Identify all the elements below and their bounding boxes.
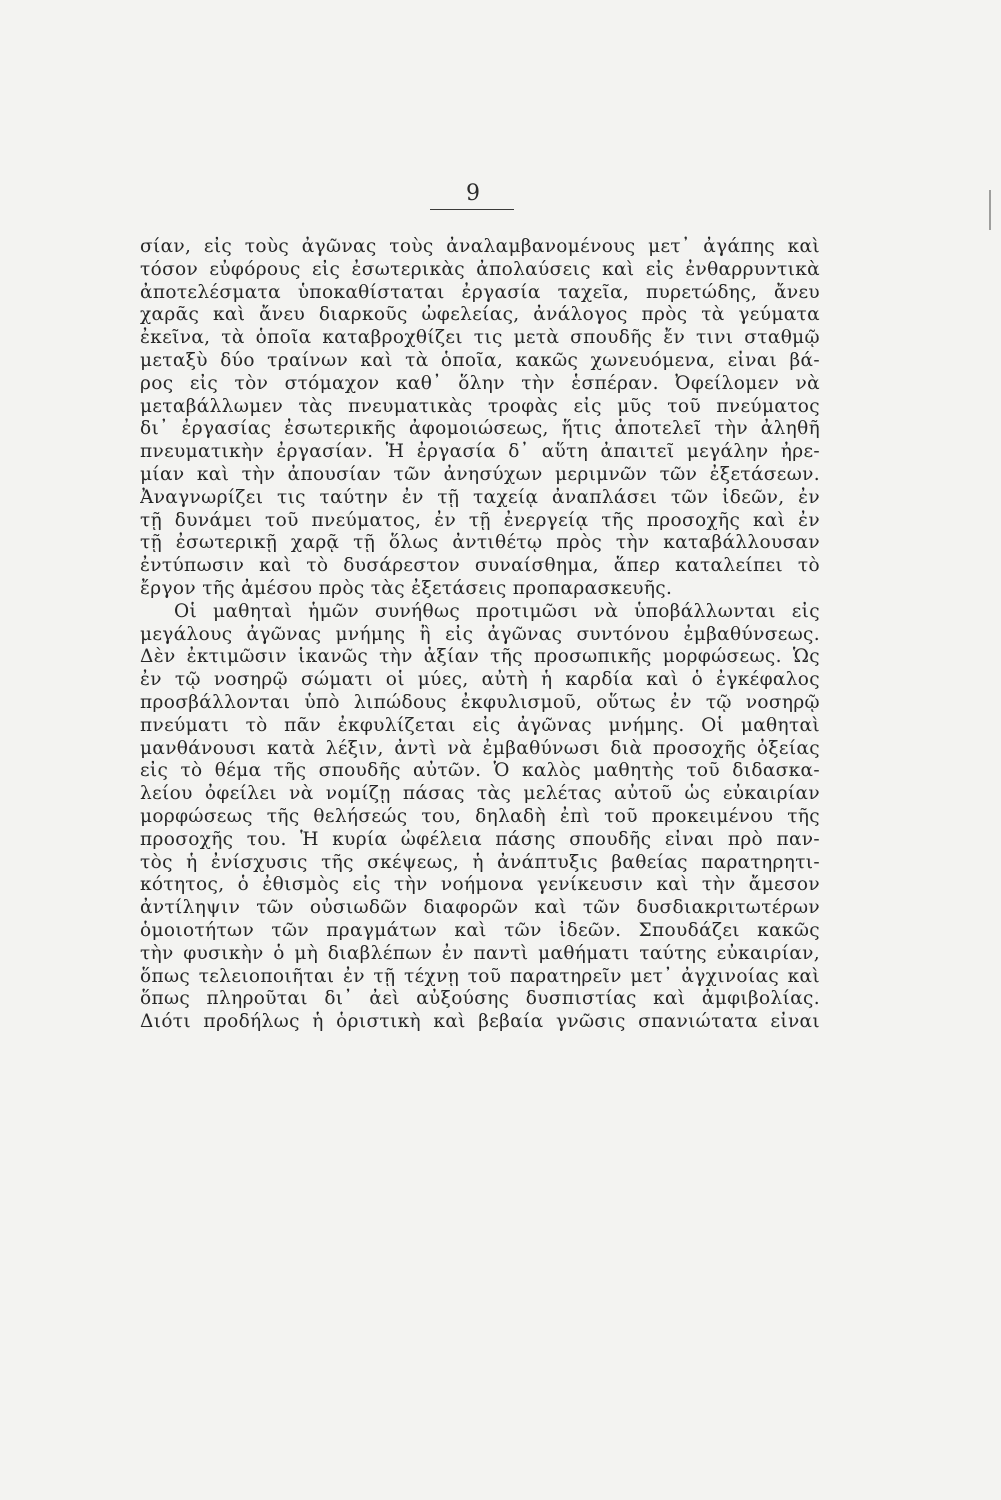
text-line: Οἱ μαθηταὶ ἡμῶν συνήθως προτιμῶσι νὰ ὑποβάλλωνται εἰς	[174, 600, 820, 622]
text-line: πνεύματι τὸ πᾶν ἐκφυλίζεται εἰς ἀγῶνας μνήμης. Οἱ μαθηταὶ	[140, 714, 820, 736]
text-line: τὴν φυσικὴν ὁ μὴ διαβλέπων ἐν παντὶ μαθήματι ταύτης εὐκαιρίαν,	[140, 942, 820, 964]
text-line: μορφώσεως τῆς θελήσεώς του, δηλαδὴ ἐπὶ τοῦ προκειμένου τῆς	[140, 805, 820, 827]
text-line: δι᾽ ἐργασίας ἐσωτερικῆς ἀφομοιώσεως, ἥτις ἀποτελεῖ τὴν ἀληθῆ	[140, 418, 820, 440]
text-line: εἰς τὸ θέμα τῆς σπουδῆς αὐτῶν. Ὁ καλὸς μαθητὴς τοῦ διδασκα-	[140, 760, 820, 782]
text-line: ἀντίληψιν τῶν οὐσιωδῶν διαφορῶν καὶ τῶν δυσδιακριτωτέρων	[140, 897, 820, 919]
text-line: κότητος, ὁ ἐθισμὸς εἰς τὴν νοήμονα γενίκευσιν καὶ τὴν ἄμεσον	[140, 874, 820, 896]
text-line: ἀποτελέσματα ὑποκαθίσταται ἐργασία ταχεῖα, πυρετώδης, ἄνευ	[140, 281, 820, 303]
paragraph	[140, 236, 820, 601]
text-line: ὁμοιοτήτων τῶν πραγμάτων καὶ τῶν ἰδεῶν. Σπουδάζει κακῶς	[140, 919, 820, 941]
text-line: ἐν τῷ νοσηρῷ σώματι οἱ μύες, αὐτὴ ἡ καρδία καὶ ὁ ἐγκέφαλος	[140, 669, 820, 691]
text-line: πνευματικὴν ἐργασίαν. Ἡ ἐργασία δ᾽ αὕτη ἀπαιτεῖ μεγάλην ἠρε-	[140, 441, 820, 463]
text-line: Ἀναγνωρίζει τις ταύτην ἐν τῇ ταχείᾳ ἀναπλάσει τῶν ἰδεῶν, ἐν	[140, 486, 820, 508]
text-line: μεγάλους ἀγῶνας μνήμης ἢ εἰς ἀγῶνας συντόνου ἐμβαθύνσεως.	[140, 623, 820, 645]
text-line: Δὲν ἐκτιμῶσιν ἱκανῶς τὴν ἀξίαν τῆς προσωπικῆς μορφώσεως. Ὡς	[140, 646, 820, 668]
text-line: μεταξὺ δύο τραίνων καὶ τὰ ὁποῖα, κακῶς χωνευόμενα, εἶναι βά-	[140, 349, 820, 371]
page-edge-mark	[989, 190, 995, 230]
text-line: τὸς ἡ ἐνίσχυσις τῆς σκέψεως, ἡ ἀνάπτυξις βαθείας παρατηρητι-	[140, 851, 820, 873]
text-line: τῇ ἐσωτερικῇ χαρᾷ τῇ ὅλως ἀντιθέτῳ πρὸς τὴν καταβάλλουσαν	[140, 532, 820, 554]
text-line: προσβάλλονται ὑπὸ λιπώδους ἐκφυλισμοῦ, οὕτως ἐν τῷ νοσηρῷ	[140, 691, 820, 713]
header-rule	[430, 209, 514, 210]
text-line: Διότι προδήλως ἡ ὁριστικὴ καὶ βεβαία γνῶσις σπανιώτατα εἶναι	[140, 1011, 820, 1033]
text-line: ἔργον τῆς ἀμέσου πρὸς τὰς ἐξετάσεις προπαρασκευῆς.	[140, 577, 673, 599]
text-line: ὅπως τελειοποιῆται ἐν τῇ τέχνῃ τοῦ παρατηρεῖν μετ᾽ ἀγχινοίας καὶ	[140, 965, 820, 987]
text-line: σίαν, εἰς τοὺς ἀγῶνας τοὺς ἀναλαμβανομένους μετ᾽ ἀγάπης καὶ	[140, 236, 820, 257]
body-text	[140, 236, 820, 1034]
text-line: ἐκεῖνα, τὰ ὁποῖα καταβροχθίζει τις μετὰ σπουδῆς ἔν τινι σταθμῷ	[140, 327, 820, 349]
page-number: 9	[466, 181, 480, 206]
text-line: μανθάνουσι κατὰ λέξιν, ἀντὶ νὰ ἐμβαθύνωσι διὰ προσοχῆς ὀξείας	[140, 737, 820, 759]
text-line: λείου ὀφείλει νὰ νομίζῃ πάσας τὰς μελέτας αὐτοῦ ὡς εὐκαιρίαν	[140, 783, 820, 805]
text-line: μίαν καὶ τὴν ἀπουσίαν τῶν ἀνησύχων μεριμνῶν τῶν ἐξετάσεων.	[140, 463, 820, 485]
text-line: προσοχῆς του. Ἡ κυρία ὠφέλεια πάσης σπουδῆς εἶναι πρὸ παν-	[140, 828, 820, 850]
text-line: ὅπως πληροῦται δι᾽ ἀεὶ αὐξούσης δυσπιστίας καὶ ἀμφιβολίας.	[140, 988, 820, 1010]
paragraph	[140, 601, 820, 1034]
text-line: τῇ δυνάμει τοῦ πνεύματος, ἐν τῇ ἐνεργείᾳ τῆς προσοχῆς καὶ ἐν	[140, 509, 820, 531]
text-line: ἐντύπωσιν καὶ τὸ δυσάρεστον συναίσθημα, ἅπερ καταλείπει τὸ	[140, 555, 820, 577]
text-line: τόσον εὐφόρους εἰς ἐσωτερικὰς ἀπολαύσεις καὶ εἰς ἐνθαρρυντικὰ	[140, 258, 820, 280]
text-line: ρος εἰς τὸν στόμαχον καθ᾽ ὅλην τὴν ἑσπέραν. Ὀφείλομεν νὰ	[140, 372, 820, 394]
text-line: μεταβάλλωμεν τὰς πνευματικὰς τροφὰς εἰς μῦς τοῦ πνεύματος	[140, 395, 820, 417]
text-line: χαρᾶς καὶ ἄνευ διαρκοῦς ὠφελείας, ἀνάλογος πρὸς τὰ γεύματα	[140, 304, 820, 326]
